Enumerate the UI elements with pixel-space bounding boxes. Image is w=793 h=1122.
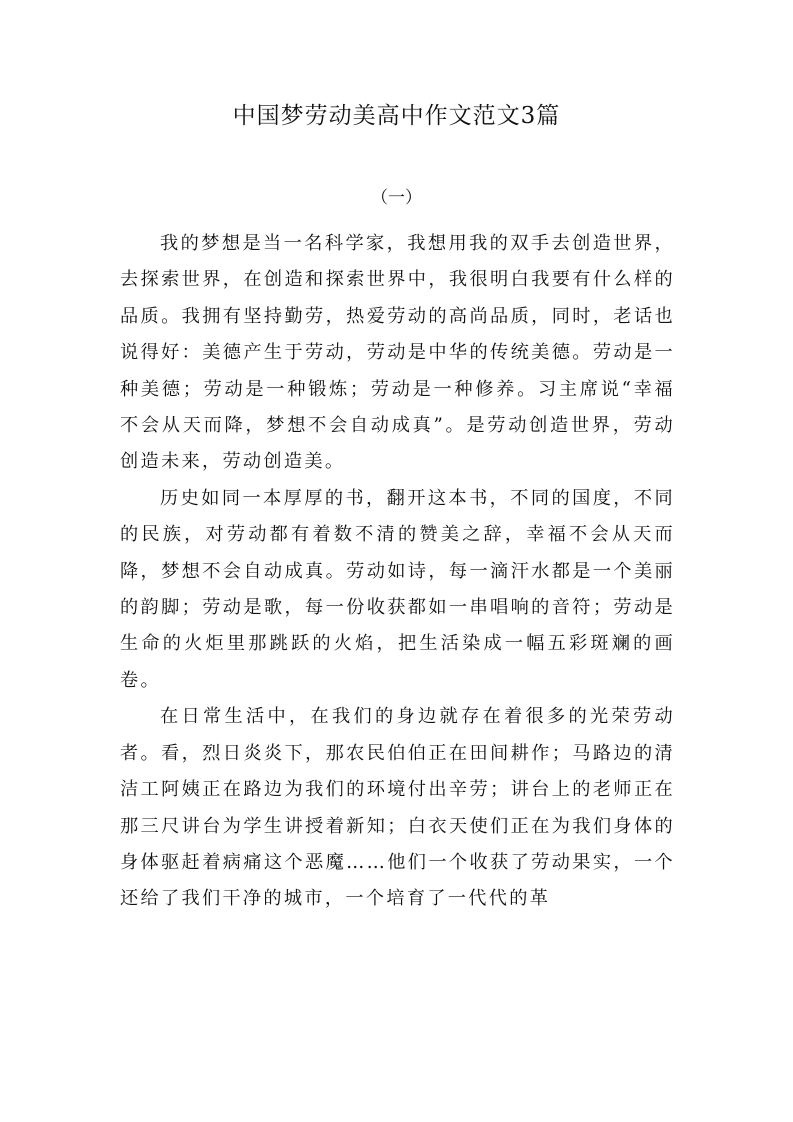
section-label: （一） [371, 188, 422, 208]
document-title: 中国梦劳动美高中作文范文3篇 [232, 103, 561, 129]
document-body [120, 226, 675, 918]
paragraph-3: 在日常生活中，在我们的身边就存在着很多的光荣劳动者。看，烈日炎炎下，那农民伯伯正在田间耕作；马路边的清洁工阿姨正在路边为我们的环境付出辛劳；讲台上的老师正在那三尺讲台为学生讲授着新知；白衣天使们正在为我们身体的身体驱赶着病痛这个恶魔……他们一个收获了劳动果实，一个还给了我们干净的城市，一个培育了一代代的革 [120, 706, 675, 910]
paragraph-2: 历史如同一本厚厚的书，翻开这本书，不同的国度，不同的民族，对劳动都有着数不清的赞美之辞，幸福不会从天而降，梦想不会自动成真。劳动如诗，每一滴汗水都是一个美丽的韵脚；劳动是歌，每一份收获都如一串唱响的音符；劳动是生命的火炬里那跳跃的火焰，把生活染成一幅五彩斑斓的画卷。 [120, 487, 675, 691]
paragraph-1: 我的梦想是当一名科学家，我想用我的双手去创造世界，去探索世界，在创造和探索世界中，我很明白我要有什么样的品质。我拥有坚持勤劳，热爱劳动的高尚品质，同时，老话也说得好：美德产生于劳动，劳动是中华的传统美德。劳动是一种美德；劳动是一种锻炼；劳动是一种修养。习主席说“幸福不会从天而降，梦想不会自动成真”。是劳动创造世界，劳动创造未来，劳动创造美。 [120, 233, 675, 473]
